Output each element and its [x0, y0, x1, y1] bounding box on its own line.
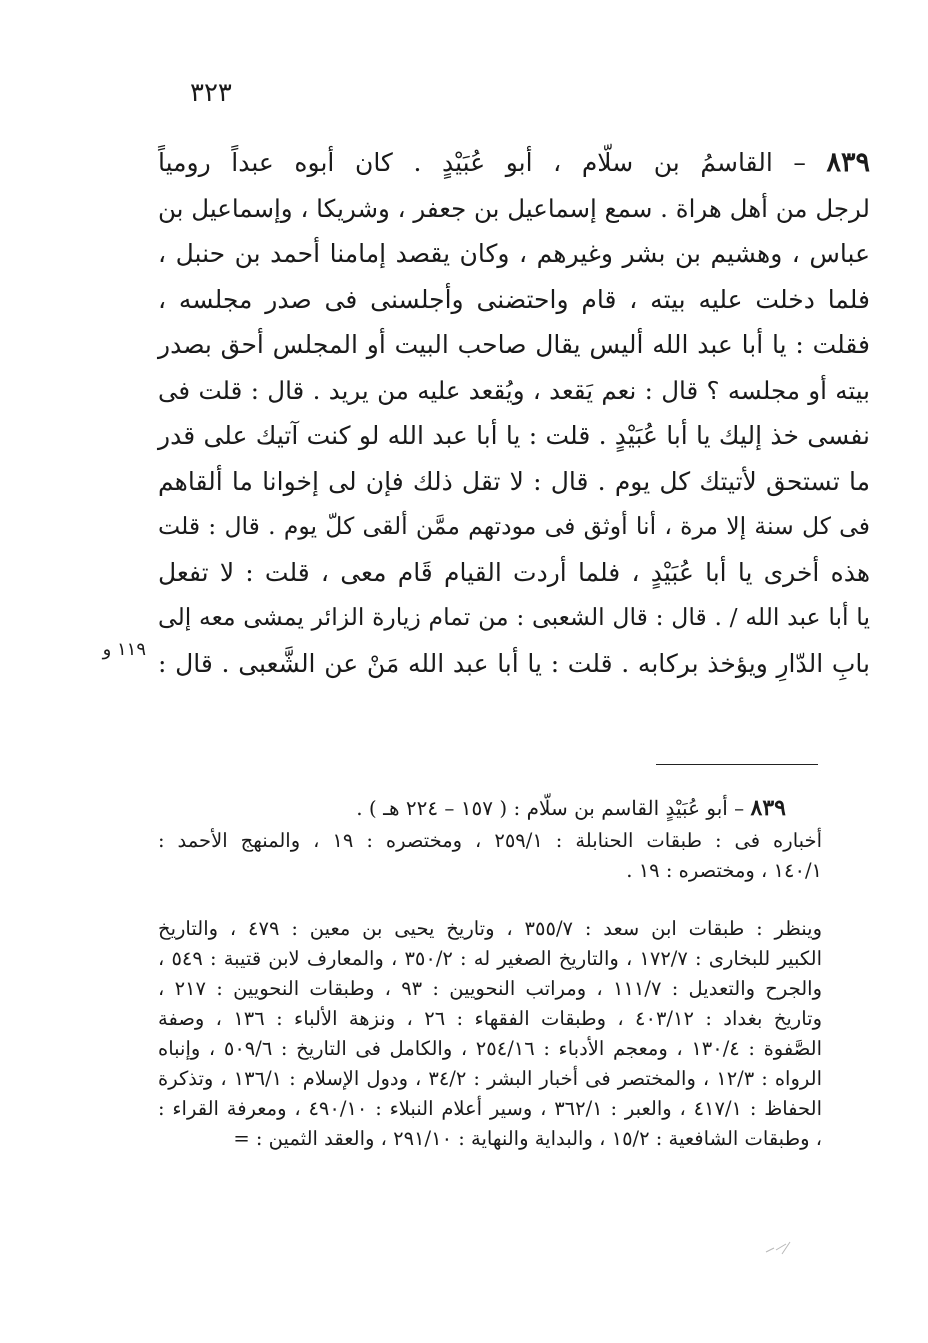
main-line-11: يا أبا عبد الله / . قال : قال الشعبى : من تمام زيارة الزائر يمشى معه إلى: [158, 603, 870, 631]
footnote-akhbar-line-1: أخباره فى : طبقات الحنابلة : ٢٥٩/١ ، ومختصره : ١٩ ، والمنهج الأحمد :: [158, 829, 822, 852]
manuscript-folio-note: ١١٩ و: [102, 639, 146, 660]
main-line-4: فلما دخلت عليه بيته ، قام واحتضنى وأجلسنى فى صدر مجلسه ،: [158, 284, 870, 314]
main-line-10: هذه أخرى يا أبا عُبَيْدٍ ، فلما أردت القيام قَام معى ، قلت : لا تفعل: [158, 557, 870, 587]
page-number: ٣٢٣: [190, 78, 232, 108]
footnote-ref-line-4: وتاريخ بغداد : ٤٠٣/١٢ ، وطبقات الفقهاء : ٢٦ ، ونزهة الألباء : ١٣٦ ، وصفة: [158, 1007, 823, 1030]
footnote-heading-text: – أبو عُبَيْدٍ القاسم بن سلّام : ( ١٥٧ – ٢٢٤ هـ ) .: [356, 796, 751, 820]
main-line-5: فقلت : يا أبا عبد الله أليس يقال صاحب البيت أو المجلس أحق بصدر: [158, 330, 870, 359]
footnote-ref-line-1: وينظر : طبقات ابن سعد : ٣٥٥/٧ ، وتاريخ يحيى بن معين : ٤٧٩ ، والتاريخ: [158, 917, 822, 940]
main-line-7: نفسى خذ إليك يا أبا عُبَيْدٍ . قلت : يا أبا عبد الله لو كنت آتيك على قدر: [158, 421, 870, 450]
main-line-3: عباس ، وهشيم بن بشر وغيرهم ، وكان يقصد إمامنا أحمد بن حنبل ،: [158, 239, 870, 268]
main-text-block: [158, 140, 870, 686]
main-line-12: بابِ الدّارِ ويؤخذ بركابه . قلت : يا أبا عبد الله مَنْ عن الشَّعبى . قال :: [158, 648, 870, 678]
footnote-gap: [158, 896, 822, 914]
main-line-8: ما تستحق لأتيتك كل يوم . قال : لا تقل ذلك فإن لى إخوانا ما ألقاهم: [158, 466, 870, 496]
footnote-akhbar-line-2: ١٤٠/١ ، ومختصره : ١٩ .: [626, 859, 822, 882]
footnote-ref-line-6: الرواه : ١٢/٣ ، والمختصر فى أخبار البشر : ٣٤/٢ ، ودول الإسلام : ١٣٦/١ ، وتذكرة: [158, 1067, 822, 1090]
entry-heading-text: – القاسمُ بن سلّام ، أبو عُبَيْدٍ . كان أبوه عبداً رومياً: [158, 148, 827, 177]
ink-smudge: [764, 1236, 794, 1256]
footnote-akhbar: [158, 826, 822, 886]
footnote-heading: [158, 790, 822, 826]
main-line-6: بيته أو مجلسه ؟ قال : نعم يَقعد ، ويُقعد عليه من يريد . قال : قلت فى: [158, 375, 870, 405]
footnote-references: [158, 914, 822, 1154]
main-line-9: فى كل سنة إلا مرة ، أنا أوثق فى مودتهم ممَّن ألقى كلّ يوم . قال : قلت: [158, 512, 870, 540]
footnote-separator: [656, 764, 818, 765]
footnote-ref-line-3: والجرح والتعديل : ١١١/٧ ، ومراتب النحويين : ٩٣ ، وطبقات النحويين : ٢١٧ ،: [158, 977, 823, 1000]
footnote-ref-line-7: الحفاظ : ٤١٧/١ ، والعبر : ٣٦٢/١ ، وسير أعلام النبلاء : ٤٩٠/١٠ ، ومعرفة القراء :: [158, 1097, 822, 1120]
main-line-2: لرجل من أهل هراة . سمع إسماعيل بن جعفر ، وشريكا ، وإسماعيل بن: [158, 193, 870, 223]
footnote-ref-line-5: الصَّفوة : ١٣٠/٤ ، ومعجم الأدباء : ٢٥٤/١٦ ، والكامل فى التاريخ : ٥٠٩/٦ ، وإنباه: [158, 1037, 823, 1060]
footnotes-block: [158, 790, 822, 1164]
footnote-entry-number: ٨٣٩: [750, 795, 786, 821]
main-line-1: [158, 140, 870, 186]
footnote-ref-line-2: الكبير للبخارى : ١٧٢/٧ ، والتاريخ الصغير له : ٣٥٠/٢ ، والمعارف لابن قتيبة : ٥٤٩ ،: [158, 947, 823, 970]
footnote-ref-line-8: ، وطبقات الشافعية : ١٥/٢ ، والبداية والنهاية : ٢٩١/١٠ ، والعقد الثمين : =: [233, 1127, 822, 1150]
entry-number: ٨٣٩: [826, 147, 870, 178]
